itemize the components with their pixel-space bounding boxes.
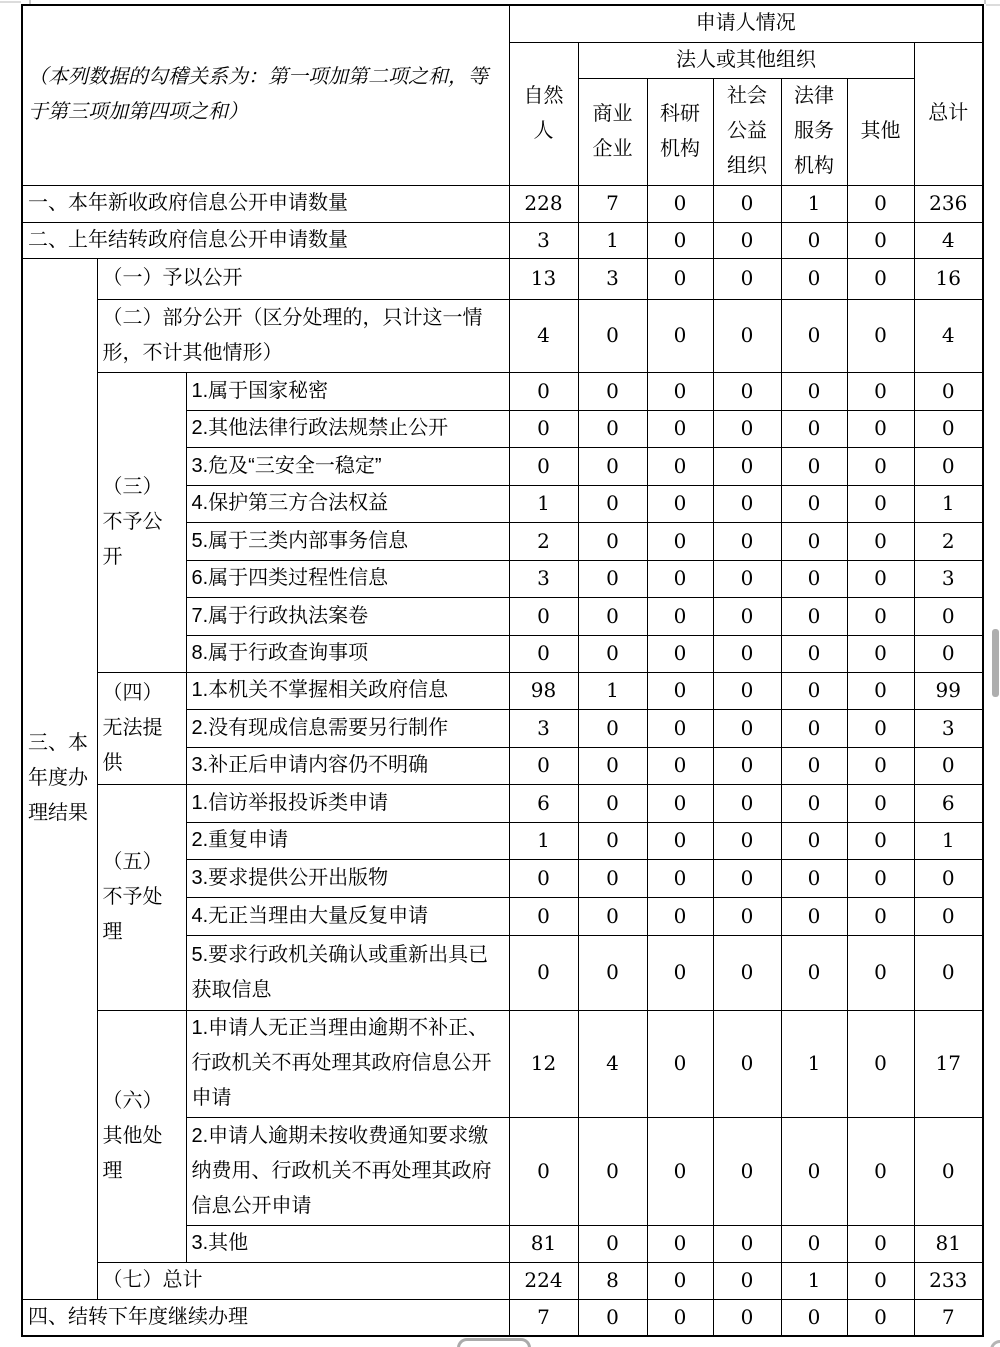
value-cell: 0 xyxy=(647,372,713,410)
value-cell: 99 xyxy=(914,672,983,709)
value-cell: 0 xyxy=(914,372,983,410)
value-cell: 0 xyxy=(713,1299,781,1336)
value-cell: 0 xyxy=(713,522,781,560)
value-cell: 2 xyxy=(509,522,578,560)
value-cell: 0 xyxy=(647,784,713,822)
value-cell: 0 xyxy=(647,935,713,1010)
value-cell: 13 xyxy=(509,258,578,299)
item-label: 2.没有现成信息需要另行制作 xyxy=(186,709,509,747)
value-cell: 0 xyxy=(847,784,914,822)
value-cell: 0 xyxy=(847,485,914,522)
value-cell: 0 xyxy=(647,560,713,597)
value-cell: 16 xyxy=(914,258,983,299)
value-cell: 0 xyxy=(781,258,847,299)
value-cell: 0 xyxy=(647,447,713,485)
item-label: 7.属于行政执法案卷 xyxy=(186,597,509,635)
value-cell: 0 xyxy=(914,447,983,485)
value-cell: 0 xyxy=(713,299,781,372)
value-cell: 0 xyxy=(781,485,847,522)
value-cell: 0 xyxy=(847,372,914,410)
value-cell: 0 xyxy=(647,597,713,635)
row-label: 一、本年新收政府信息公开申请数量 xyxy=(22,185,509,222)
section-label: （一）予以公开 xyxy=(97,258,509,299)
item-label: 2.其他法律行政法规禁止公开 xyxy=(186,410,509,447)
value-cell: 1 xyxy=(509,485,578,522)
vertical-scrollbar-thumb[interactable] xyxy=(992,629,999,697)
value-cell: 0 xyxy=(847,1010,914,1117)
value-cell: 0 xyxy=(647,1225,713,1262)
value-cell: 0 xyxy=(847,258,914,299)
value-cell: 0 xyxy=(578,784,647,822)
value-cell: 0 xyxy=(847,897,914,935)
value-cell: 0 xyxy=(847,560,914,597)
section-label: （七）总计 xyxy=(97,1262,509,1299)
value-cell: 0 xyxy=(781,897,847,935)
left-section-label: 三、本年度办理结果 xyxy=(22,258,97,1299)
value-cell: 0 xyxy=(781,822,847,859)
value-cell: 3 xyxy=(578,258,647,299)
value-cell: 0 xyxy=(914,635,983,672)
value-cell: 0 xyxy=(647,485,713,522)
group-label: （三）不予公开 xyxy=(97,372,186,672)
value-cell: 6 xyxy=(509,784,578,822)
value-cell: 0 xyxy=(647,299,713,372)
item-label: 6.属于四类过程性信息 xyxy=(186,560,509,597)
value-cell: 0 xyxy=(781,1225,847,1262)
scrollbar-corner-fragment[interactable] xyxy=(990,1340,1000,1347)
value-cell: 0 xyxy=(647,222,713,258)
value-cell: 8 xyxy=(578,1262,647,1299)
value-cell: 0 xyxy=(509,372,578,410)
value-cell: 0 xyxy=(509,935,578,1010)
value-cell: 3 xyxy=(509,709,578,747)
value-cell: 0 xyxy=(578,485,647,522)
value-cell: 0 xyxy=(914,410,983,447)
value-cell: 0 xyxy=(578,1117,647,1225)
value-cell: 0 xyxy=(914,859,983,897)
value-cell: 0 xyxy=(578,447,647,485)
item-label: 4.保护第三方合法权益 xyxy=(186,485,509,522)
value-cell: 0 xyxy=(781,372,847,410)
value-cell: 0 xyxy=(713,747,781,784)
value-cell: 0 xyxy=(781,859,847,897)
value-cell: 0 xyxy=(847,1117,914,1225)
value-cell: 0 xyxy=(647,1262,713,1299)
row-label: 二、上年结转政府信息公开申请数量 xyxy=(22,222,509,258)
value-cell: 0 xyxy=(847,522,914,560)
value-cell: 0 xyxy=(578,822,647,859)
value-cell: 0 xyxy=(847,222,914,258)
header-org-welfare: 社会公益组织 xyxy=(713,78,781,185)
value-cell: 0 xyxy=(914,747,983,784)
value-cell: 3 xyxy=(914,560,983,597)
value-cell: 0 xyxy=(713,859,781,897)
value-cell: 0 xyxy=(647,747,713,784)
value-cell: 0 xyxy=(713,709,781,747)
value-cell: 0 xyxy=(713,635,781,672)
value-cell: 0 xyxy=(781,410,847,447)
value-cell: 0 xyxy=(847,185,914,222)
value-cell: 1 xyxy=(914,485,983,522)
group-label: （五）不予处理 xyxy=(97,784,186,1010)
value-cell: 0 xyxy=(647,1010,713,1117)
gridline-fragment-top-right xyxy=(986,4,1000,6)
header-applicant-title: 申请人情况 xyxy=(509,5,983,42)
value-cell: 0 xyxy=(647,859,713,897)
value-cell: 0 xyxy=(781,1117,847,1225)
header-org-other: 其他 xyxy=(847,78,914,185)
value-cell: 224 xyxy=(509,1262,578,1299)
value-cell: 0 xyxy=(847,1225,914,1262)
item-label: 3.要求提供公开出版物 xyxy=(186,859,509,897)
value-cell: 0 xyxy=(578,410,647,447)
value-cell: 0 xyxy=(847,709,914,747)
value-cell: 0 xyxy=(847,1262,914,1299)
value-cell: 17 xyxy=(914,1010,983,1117)
header-org-research: 科研机构 xyxy=(647,78,713,185)
row-label: 四、结转下年度继续办理 xyxy=(22,1299,509,1336)
header-total: 总计 xyxy=(914,42,983,185)
item-label: 1.申请人无正当理由逾期不补正、行政机关不再处理其政府信息公开申请 xyxy=(186,1010,509,1117)
value-cell: 81 xyxy=(914,1225,983,1262)
value-cell: 1 xyxy=(578,222,647,258)
value-cell: 0 xyxy=(713,258,781,299)
value-cell: 0 xyxy=(509,859,578,897)
value-cell: 0 xyxy=(713,1010,781,1117)
item-label: 3.危及“三安全一稳定” xyxy=(186,447,509,485)
gridline-fragment-top-right-tick xyxy=(984,0,986,4)
value-cell: 0 xyxy=(578,560,647,597)
value-cell: 0 xyxy=(509,897,578,935)
value-cell: 0 xyxy=(578,1299,647,1336)
value-cell: 0 xyxy=(847,859,914,897)
value-cell: 0 xyxy=(713,222,781,258)
value-cell: 0 xyxy=(578,897,647,935)
item-label: 5.属于三类内部事务信息 xyxy=(186,522,509,560)
value-cell: 6 xyxy=(914,784,983,822)
value-cell: 2 xyxy=(914,522,983,560)
value-cell: 1 xyxy=(781,1010,847,1117)
value-cell: 1 xyxy=(781,1262,847,1299)
value-cell: 0 xyxy=(509,410,578,447)
value-cell: 3 xyxy=(509,560,578,597)
value-cell: 0 xyxy=(713,784,781,822)
header-natural-person: 自然人 xyxy=(509,42,578,185)
value-cell: 0 xyxy=(914,597,983,635)
value-cell: 0 xyxy=(647,822,713,859)
value-cell: 0 xyxy=(781,709,847,747)
value-cell: 0 xyxy=(647,410,713,447)
header-org-legal-service: 法律服务机构 xyxy=(781,78,847,185)
value-cell: 0 xyxy=(781,672,847,709)
value-cell: 0 xyxy=(781,299,847,372)
value-cell: 0 xyxy=(713,822,781,859)
value-cell: 1 xyxy=(578,672,647,709)
item-label: 3.补正后申请内容仍不明确 xyxy=(186,747,509,784)
value-cell: 0 xyxy=(578,372,647,410)
value-cell: 236 xyxy=(914,185,983,222)
value-cell: 12 xyxy=(509,1010,578,1117)
value-cell: 0 xyxy=(781,1299,847,1336)
value-cell: 7 xyxy=(509,1299,578,1336)
value-cell: 0 xyxy=(914,897,983,935)
horizontal-scrollbar-thumb[interactable] xyxy=(457,1338,531,1347)
reconciliation-note: （本列数据的勾稽关系为：第一项加第二项之和，等于第三项加第四项之和） xyxy=(22,5,509,185)
value-cell: 0 xyxy=(713,185,781,222)
value-cell: 0 xyxy=(781,635,847,672)
value-cell: 0 xyxy=(509,747,578,784)
value-cell: 0 xyxy=(647,1117,713,1225)
item-label: 2.申请人逾期未按收费通知要求缴纳费用、行政机关不再处理其政府信息公开申请 xyxy=(186,1117,509,1225)
value-cell: 0 xyxy=(713,560,781,597)
value-cell: 0 xyxy=(578,299,647,372)
value-cell: 0 xyxy=(847,672,914,709)
value-cell: 0 xyxy=(578,522,647,560)
value-cell: 0 xyxy=(509,447,578,485)
value-cell: 0 xyxy=(647,709,713,747)
value-cell: 0 xyxy=(713,897,781,935)
value-cell: 0 xyxy=(713,597,781,635)
value-cell: 0 xyxy=(509,597,578,635)
value-cell: 0 xyxy=(847,747,914,784)
value-cell: 0 xyxy=(578,747,647,784)
value-cell: 0 xyxy=(509,635,578,672)
value-cell: 0 xyxy=(713,935,781,1010)
value-cell: 1 xyxy=(781,185,847,222)
value-cell: 0 xyxy=(781,560,847,597)
item-label: 1.信访举报投诉类申请 xyxy=(186,784,509,822)
value-cell: 0 xyxy=(847,447,914,485)
value-cell: 0 xyxy=(647,672,713,709)
value-cell: 3 xyxy=(914,709,983,747)
value-cell: 0 xyxy=(647,185,713,222)
value-cell: 0 xyxy=(781,447,847,485)
value-cell: 0 xyxy=(509,1117,578,1225)
value-cell: 0 xyxy=(781,935,847,1010)
item-label: 5.要求行政机关确认或重新出具已获取信息 xyxy=(186,935,509,1010)
value-cell: 1 xyxy=(509,822,578,859)
header-org-commercial: 商业企业 xyxy=(578,78,647,185)
value-cell: 0 xyxy=(847,635,914,672)
value-cell: 81 xyxy=(509,1225,578,1262)
value-cell: 0 xyxy=(713,485,781,522)
item-label: 1.属于国家秘密 xyxy=(186,372,509,410)
value-cell: 3 xyxy=(509,222,578,258)
group-label: （四）无法提供 xyxy=(97,672,186,784)
value-cell: 1 xyxy=(914,822,983,859)
item-label: 4.无正当理由大量反复申请 xyxy=(186,897,509,935)
value-cell: 4 xyxy=(509,299,578,372)
value-cell: 0 xyxy=(578,709,647,747)
value-cell: 233 xyxy=(914,1262,983,1299)
value-cell: 0 xyxy=(578,635,647,672)
group-label: （六）其他处理 xyxy=(97,1010,186,1262)
value-cell: 0 xyxy=(847,410,914,447)
value-cell: 0 xyxy=(781,597,847,635)
report-table xyxy=(21,4,984,1337)
value-cell: 0 xyxy=(847,1299,914,1336)
item-label: 1.本机关不掌握相关政府信息 xyxy=(186,672,509,709)
value-cell: 0 xyxy=(647,522,713,560)
gridline-fragment-top-left xyxy=(0,1,21,3)
value-cell: 4 xyxy=(914,299,983,372)
value-cell: 0 xyxy=(914,935,983,1010)
value-cell: 4 xyxy=(914,222,983,258)
value-cell: 0 xyxy=(847,597,914,635)
value-cell: 0 xyxy=(647,635,713,672)
header-legal-org: 法人或其他组织 xyxy=(578,42,914,78)
value-cell: 7 xyxy=(578,185,647,222)
value-cell: 0 xyxy=(578,597,647,635)
value-cell: 0 xyxy=(647,1299,713,1336)
value-cell: 228 xyxy=(509,185,578,222)
section-label: （二）部分公开（区分处理的，只计这一情形，不计其他情形） xyxy=(97,299,509,372)
value-cell: 0 xyxy=(713,410,781,447)
value-cell: 0 xyxy=(781,522,847,560)
value-cell: 0 xyxy=(578,859,647,897)
item-label: 8.属于行政查询事项 xyxy=(186,635,509,672)
value-cell: 0 xyxy=(647,258,713,299)
value-cell: 0 xyxy=(713,672,781,709)
value-cell: 0 xyxy=(914,1117,983,1225)
value-cell: 0 xyxy=(713,1117,781,1225)
value-cell: 0 xyxy=(847,935,914,1010)
value-cell: 0 xyxy=(578,1225,647,1262)
value-cell: 0 xyxy=(578,935,647,1010)
value-cell: 0 xyxy=(713,1225,781,1262)
value-cell: 0 xyxy=(713,447,781,485)
value-cell: 7 xyxy=(914,1299,983,1336)
value-cell: 0 xyxy=(781,784,847,822)
value-cell: 0 xyxy=(847,299,914,372)
value-cell: 0 xyxy=(713,372,781,410)
value-cell: 4 xyxy=(578,1010,647,1117)
value-cell: 0 xyxy=(781,222,847,258)
item-label: 3.其他 xyxy=(186,1225,509,1262)
value-cell: 98 xyxy=(509,672,578,709)
value-cell: 0 xyxy=(847,822,914,859)
value-cell: 0 xyxy=(781,747,847,784)
item-label: 2.重复申请 xyxy=(186,822,509,859)
value-cell: 0 xyxy=(713,1262,781,1299)
value-cell: 0 xyxy=(647,897,713,935)
